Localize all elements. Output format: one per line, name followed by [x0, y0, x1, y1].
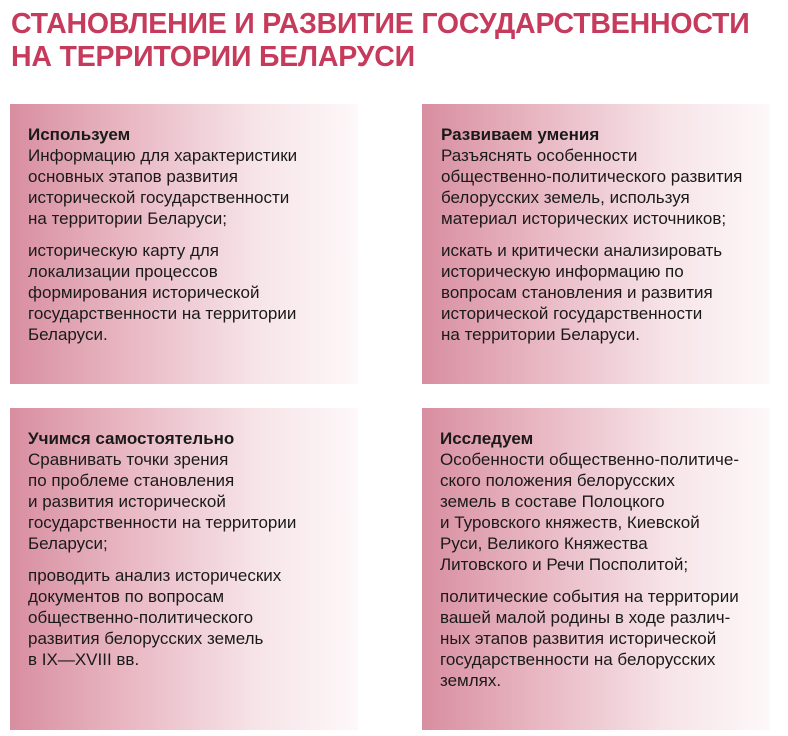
- text-line: историческую информацию по: [441, 262, 684, 281]
- text-line: ных этапов развития исторической: [440, 629, 717, 648]
- research-panel-content: [440, 428, 739, 691]
- text-line: и развития исторической: [28, 492, 226, 511]
- research-panel: [422, 408, 770, 730]
- text-line: белорусских земель, используя: [441, 188, 690, 207]
- text-line: исторической государственности: [28, 188, 290, 207]
- research-paragraph-1: [440, 449, 739, 575]
- skills-paragraph-2: [441, 240, 742, 345]
- use-heading: Используем: [28, 125, 131, 144]
- page-title: [11, 8, 750, 74]
- self-study-heading: Учимся самостоятельно: [28, 429, 235, 448]
- text-line: землях.: [440, 671, 502, 690]
- skills-paragraph-1: [441, 145, 742, 229]
- page-title-line-1: СТАНОВЛЕНИЕ И РАЗВИТИЕ ГОСУДАРСТВЕННОСТИ: [11, 8, 750, 40]
- text-line: основных этапов развития: [28, 167, 238, 186]
- text-line: Информацию для характеристики: [28, 146, 298, 165]
- text-line: государственности на территории: [28, 304, 297, 323]
- self-study-panel: [10, 408, 358, 730]
- text-line: Сравнивать точки зрения: [28, 450, 229, 469]
- text-line: Беларуси.: [28, 325, 108, 344]
- text-line: локализации процессов: [28, 262, 218, 281]
- page-title-line-2: НА ТЕРРИТОРИИ БЕЛАРУСИ: [11, 41, 415, 73]
- text-line: в IX—XVIII вв.: [28, 650, 140, 669]
- text-line: документов по вопросам: [28, 587, 225, 606]
- text-line: земель в составе Полоцкого: [440, 492, 665, 511]
- text-line: Беларуси;: [28, 534, 108, 553]
- text-line: формирования исторической: [28, 283, 260, 302]
- use-panel-content: [28, 124, 297, 345]
- skills-panel: [422, 104, 770, 384]
- text-line: политические события на территории: [440, 587, 739, 606]
- text-line: историческую карту для: [28, 241, 220, 260]
- text-line: Особенности общественно-политиче-: [440, 450, 739, 469]
- text-line: развития белорусских земель: [28, 629, 264, 648]
- use-paragraph-1: [28, 145, 297, 229]
- text-line: Литовского и Речи Посполитой;: [440, 555, 689, 574]
- text-line: общественно-политического развития: [441, 167, 743, 186]
- text-line: на территории Беларуси.: [441, 325, 640, 344]
- skills-heading: Развиваем умения: [441, 125, 600, 144]
- text-line: Разъяснять особенности: [441, 146, 638, 165]
- use-panel: [10, 104, 358, 384]
- text-line: вопросам становления и развития: [441, 283, 713, 302]
- text-line: проводить анализ исторических: [28, 566, 282, 585]
- text-line: искать и критически анализировать: [441, 241, 723, 260]
- text-line: на территории Беларуси;: [28, 209, 227, 228]
- text-line: по проблеме становления: [28, 471, 235, 490]
- use-paragraph-2: [28, 240, 297, 345]
- text-line: государственности на территории: [28, 513, 297, 532]
- text-line: вашей малой родины в ходе различ-: [440, 608, 731, 627]
- research-heading: Исследуем: [440, 429, 534, 448]
- self-study-paragraph-1: [28, 449, 296, 554]
- self-study-panel-content: [28, 428, 296, 670]
- research-paragraph-2: [440, 586, 739, 691]
- self-study-paragraph-2: [28, 565, 296, 670]
- skills-panel-content: [441, 124, 742, 345]
- text-line: общественно-политического: [28, 608, 254, 627]
- text-line: материал исторических источников;: [441, 209, 727, 228]
- text-line: Руси, Великого Княжества: [440, 534, 648, 553]
- text-line: и Туровского княжеств, Киевской: [440, 513, 700, 532]
- text-line: исторической государственности: [441, 304, 703, 323]
- text-line: ского положения белорусских: [440, 471, 675, 490]
- text-line: государственности на белорусских: [440, 650, 716, 669]
